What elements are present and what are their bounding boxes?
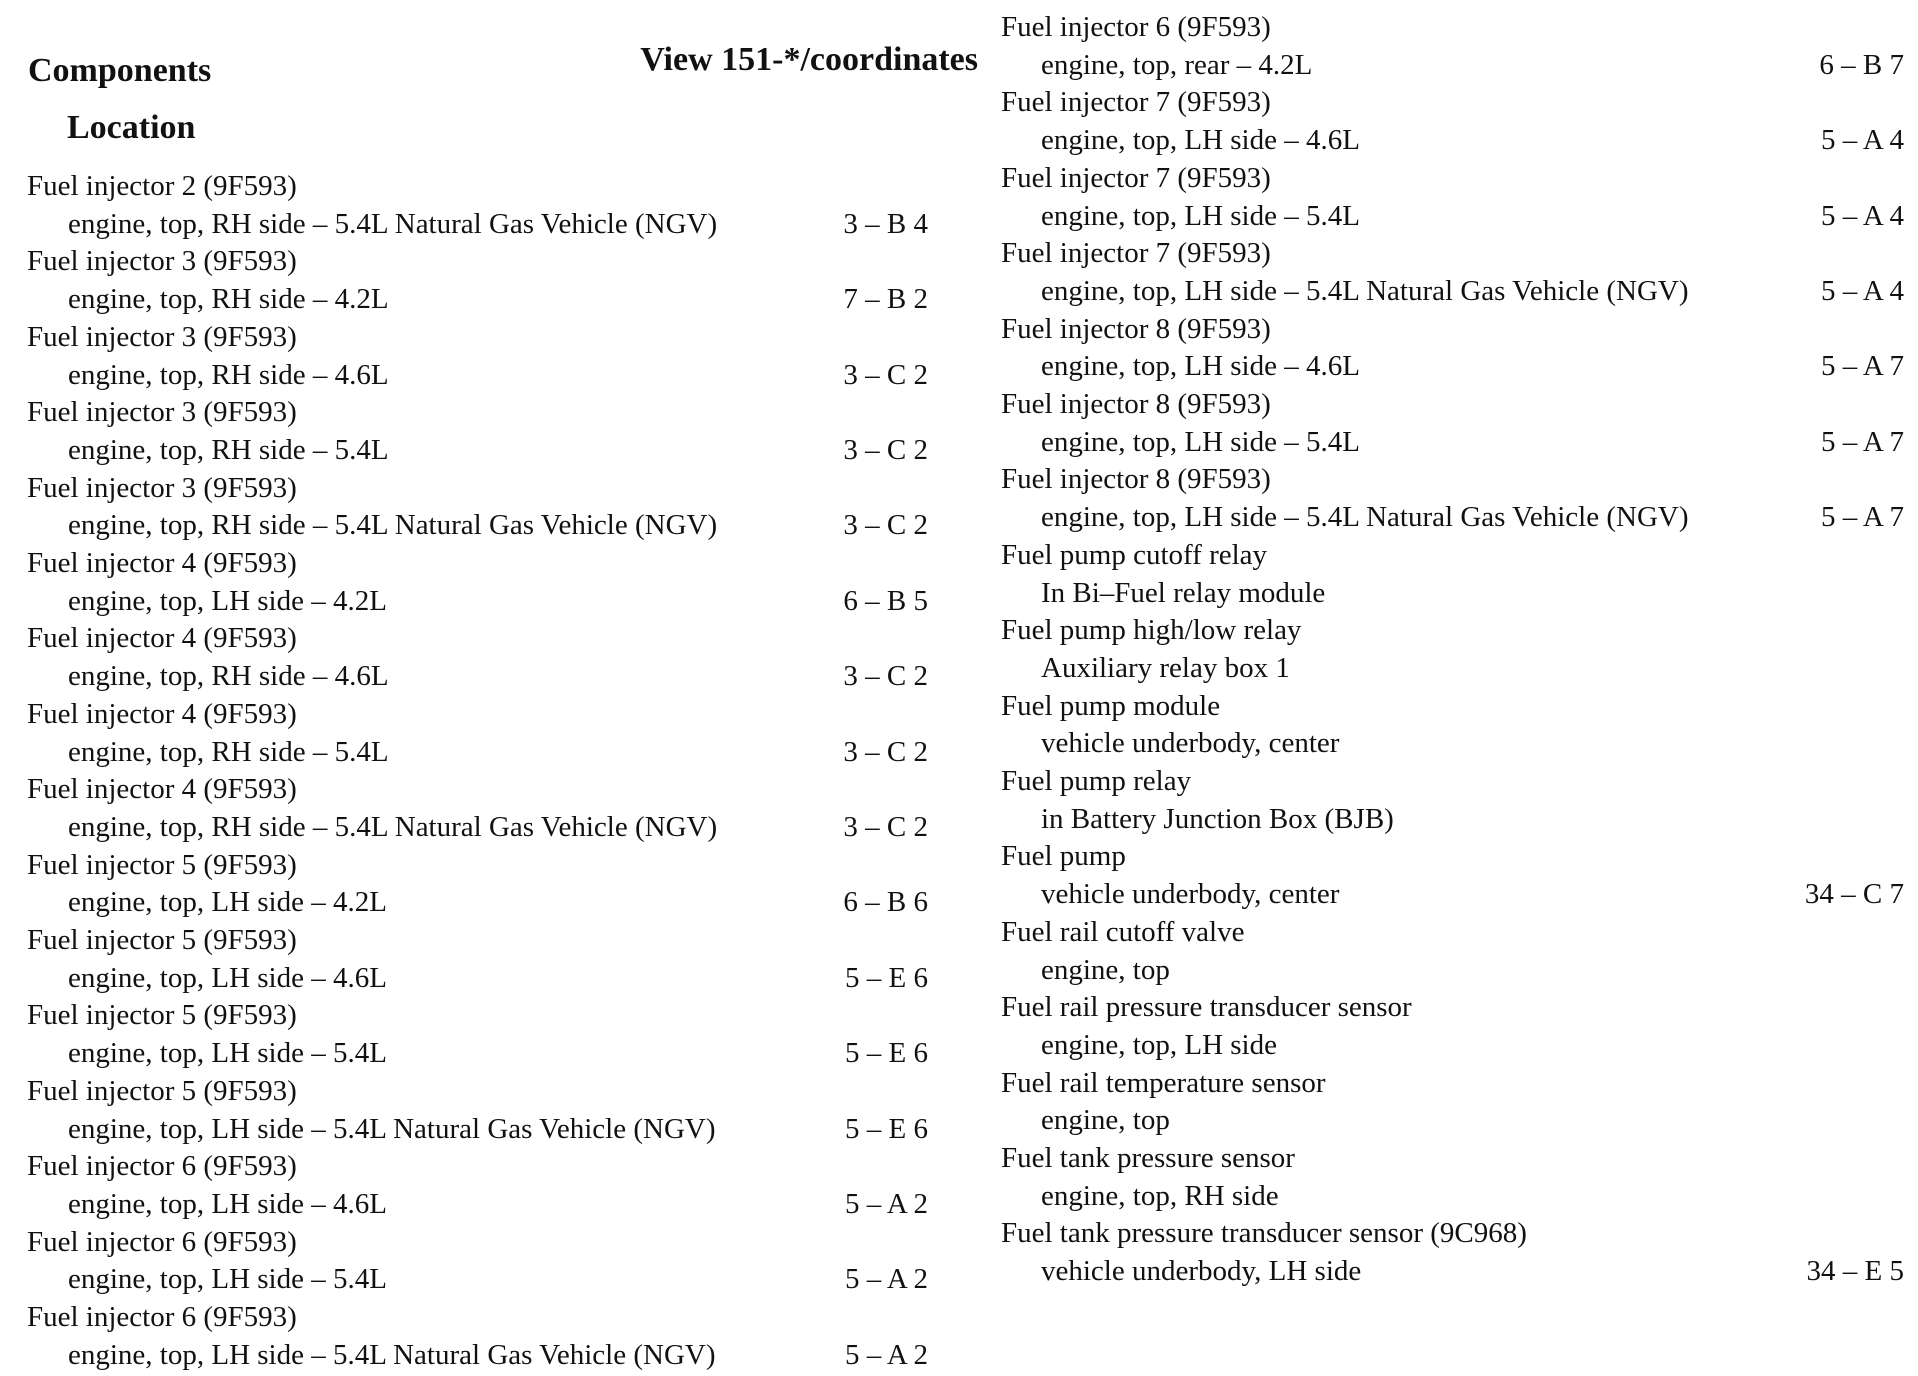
component-location-row (68, 1185, 928, 1223)
component-location-row (68, 733, 928, 771)
dot-leader (397, 959, 799, 997)
component-location: engine, top, LH side – 5.4L (68, 1037, 387, 1070)
component-name: Fuel injector 6 (9F593) (27, 1225, 297, 1258)
component-location-row (68, 205, 928, 243)
component-name: Fuel injector 3 (9F593) (27, 396, 297, 429)
grid-coordinate: 6 – B 7 (1819, 48, 1904, 81)
component-location: engine, top, RH side – 5.4L Natural Gas Vehicle (NGV) (68, 509, 718, 542)
component-location-row (1041, 951, 1170, 989)
component-location-row (68, 431, 928, 469)
dot-leader (1370, 423, 1777, 461)
component-location: engine, top, rear – 4.2L (1041, 48, 1313, 81)
component-location: engine, top, LH side – 4.6L (1041, 124, 1360, 157)
component-location: engine, top, RH side (1041, 1179, 1279, 1212)
component-name: Fuel rail pressure transducer sensor (1001, 991, 1412, 1024)
dot-leader (1699, 272, 1777, 310)
component-name: Fuel injector 6 (9F593) (1001, 11, 1271, 43)
grid-coordinate: 5 – A 4 (1821, 124, 1904, 157)
component-location: engine, top, LH side – 5.4L Natural Gas Vehicle (NGV) (1041, 501, 1689, 534)
component-name: Fuel injector 7 (9F593) (1001, 86, 1271, 119)
grid-coordinate: 5 – A 7 (1821, 501, 1904, 534)
grid-coordinate: 5 – E 6 (845, 961, 928, 994)
component-location-row (68, 883, 928, 921)
component-name: Fuel injector 2 (9F593) (27, 170, 297, 202)
dot-leader (397, 1034, 799, 1072)
dot-leader (399, 280, 798, 318)
component-location-row (1041, 197, 1904, 235)
component-location-row (68, 1336, 928, 1374)
component-name: Fuel injector 5 (9F593) (27, 999, 297, 1032)
grid-coordinate: 3 – C 2 (843, 509, 928, 542)
component-name: Fuel injector 6 (9F593) (27, 1301, 297, 1333)
component-location: engine, top, LH side – 4.2L (68, 584, 387, 617)
component-location: engine, top, RH side – 5.4L (68, 433, 389, 466)
component-name: Fuel injector 6 (9F593) (27, 1150, 297, 1183)
grid-coordinate: 3 – C 2 (843, 358, 928, 391)
dot-leader (1322, 46, 1775, 84)
component-name: Fuel injector 3 (9F593) (27, 245, 297, 278)
component-location: engine, top, LH side – 5.4L (1041, 425, 1360, 458)
component-location-row (1041, 724, 1339, 762)
component-location-row (1041, 649, 1290, 687)
grid-coordinate: 5 – A 7 (1821, 350, 1904, 383)
component-location-row (68, 582, 928, 620)
component-name: Fuel pump high/low relay (1001, 614, 1302, 647)
grid-coordinate: 34 – C 7 (1804, 878, 1904, 911)
component-name: Fuel pump (1001, 840, 1126, 873)
component-location-row (1041, 272, 1904, 310)
dot-leader (397, 883, 797, 921)
component-name: Fuel injector 8 (9F593) (1001, 463, 1271, 496)
component-location-row (68, 808, 928, 846)
component-location: vehicle underbody, center (1041, 727, 1340, 760)
component-location-row (1041, 46, 1904, 84)
dot-leader (727, 205, 797, 243)
component-location: engine, top, LH side – 4.6L (1041, 350, 1360, 383)
view-coordinates-heading: View 151-*/coordinates (640, 41, 978, 78)
component-name: Fuel injector 3 (9F593) (27, 471, 297, 504)
grid-coordinate: 7 – B 2 (843, 283, 928, 316)
grid-coordinate: 3 – C 2 (843, 433, 928, 466)
component-location: engine, top, RH side – 4.2L (68, 283, 389, 316)
component-name: Fuel tank pressure transducer sensor (9C968) (1001, 1217, 1527, 1250)
component-name: Fuel injector 4 (9F593) (27, 773, 297, 806)
component-location: in Battery Junction Box (BJB) (1041, 802, 1394, 835)
grid-coordinate: 6 – B 5 (843, 584, 928, 617)
grid-coordinate: 5 – A 2 (845, 1187, 928, 1220)
grid-coordinate: 3 – C 2 (843, 660, 928, 693)
dot-leader (1699, 498, 1777, 536)
component-location: engine, top, RH side – 4.6L (68, 660, 389, 693)
component-location-row (68, 657, 928, 695)
component-location-row (1041, 423, 1904, 461)
dot-leader (399, 657, 798, 695)
component-name: Fuel injector 5 (9F593) (27, 848, 297, 881)
component-name: Fuel injector 3 (9F593) (27, 320, 297, 353)
component-location: engine, top, LH side – 5.4L Natural Gas Vehicle (NGV) (68, 1112, 716, 1145)
component-location: engine, top, LH side – 5.4L Natural Gas Vehicle (NGV) (68, 1338, 716, 1371)
component-location: engine, top (1041, 953, 1170, 986)
dot-leader (399, 431, 798, 469)
dot-leader (726, 1110, 800, 1148)
component-location-row (1041, 1026, 1277, 1064)
dot-leader (397, 582, 797, 620)
component-name: Fuel injector 8 (9F593) (1001, 388, 1271, 420)
component-name: Fuel injector 7 (9F593) (1001, 237, 1271, 270)
component-location-row (1041, 800, 1394, 838)
component-name: Fuel injector 5 (9F593) (27, 1074, 297, 1107)
component-location: In Bi–Fuel relay module (1041, 576, 1326, 609)
component-name: Fuel pump cutoff relay (1001, 538, 1268, 571)
component-location-row (1041, 121, 1904, 159)
component-name: Fuel pump module (1001, 689, 1221, 722)
component-location: engine, top, LH side – 5.4L (1041, 199, 1360, 232)
grid-coordinate: 5 – E 6 (845, 1112, 928, 1145)
grid-coordinate: 5 – E 6 (845, 1037, 928, 1070)
grid-coordinate: 5 – A 2 (845, 1263, 928, 1296)
component-location-row (1041, 574, 1325, 612)
component-name: Fuel injector 4 (9F593) (27, 697, 297, 730)
grid-coordinate: 6 – B 6 (843, 886, 928, 919)
grid-coordinate: 34 – E 5 (1806, 1255, 1904, 1288)
grid-coordinate: 3 – B 4 (843, 207, 928, 240)
component-location: engine, top, LH side – 4.6L (68, 961, 387, 994)
dot-leader (727, 506, 797, 544)
grid-coordinate: 5 – A 2 (845, 1338, 928, 1371)
grid-coordinate: 5 – A 4 (1821, 274, 1904, 307)
grid-coordinate: 5 – A 4 (1821, 199, 1904, 232)
component-location-row (1041, 1252, 1904, 1290)
dot-leader (1349, 875, 1760, 913)
component-location-row (68, 959, 928, 997)
location-heading: Location (67, 109, 196, 146)
component-name: Fuel injector 4 (9F593) (27, 547, 297, 579)
component-location: Auxiliary relay box 1 (1041, 651, 1290, 684)
component-name: Fuel rail temperature sensor (1001, 1066, 1326, 1099)
component-name: Fuel injector 8 (9F593) (1001, 312, 1271, 345)
component-location-row (68, 1260, 928, 1298)
component-name: Fuel injector 5 (9F593) (27, 924, 297, 956)
component-location: engine, top, LH side – 4.6L (68, 1187, 387, 1220)
component-location-row (68, 356, 928, 394)
component-location: engine, top (1041, 1104, 1170, 1137)
component-location-row (1041, 1101, 1170, 1139)
component-location-row (68, 1110, 928, 1148)
dot-leader (1371, 1252, 1762, 1290)
dot-leader (397, 1185, 799, 1223)
dot-leader (399, 356, 798, 394)
component-name: Fuel rail cutoff valve (1001, 915, 1245, 948)
component-location: engine, top, LH side – 4.2L (68, 886, 387, 919)
component-location: engine, top, LH side (1041, 1028, 1277, 1061)
component-location-row (1041, 498, 1904, 536)
dot-leader (1370, 197, 1777, 235)
component-location: engine, top, RH side – 5.4L Natural Gas Vehicle (NGV) (68, 810, 718, 843)
grid-coordinate: 3 – C 2 (843, 810, 928, 843)
page-title: Components (28, 52, 212, 89)
component-location: engine, top, RH side – 4.6L (68, 358, 389, 391)
component-location-row (68, 506, 928, 544)
component-location: engine, top, LH side – 5.4L Natural Gas Vehicle (NGV) (1041, 274, 1689, 307)
grid-coordinate: 3 – C 2 (843, 735, 928, 768)
component-location-row (68, 1034, 928, 1072)
dot-leader (726, 1336, 799, 1374)
component-name: Fuel pump relay (1001, 765, 1192, 797)
component-location-row (1041, 1177, 1279, 1215)
component-name: Fuel tank pressure sensor (1001, 1142, 1295, 1174)
component-location: engine, top, RH side – 5.4L (68, 735, 389, 768)
dot-leader (1370, 347, 1777, 385)
component-name: Fuel injector 4 (9F593) (27, 622, 297, 655)
component-location: engine, top, RH side – 5.4L Natural Gas Vehicle (NGV) (68, 207, 718, 240)
component-name: Fuel injector 7 (9F593) (1001, 161, 1271, 194)
dot-leader (399, 733, 798, 771)
component-location: engine, top, LH side – 5.4L (68, 1263, 387, 1296)
component-location-row (68, 280, 928, 318)
component-location: vehicle underbody, LH side (1041, 1255, 1362, 1288)
dot-leader (1370, 121, 1777, 159)
component-location: vehicle underbody, center (1041, 878, 1340, 911)
dot-leader (397, 1260, 799, 1298)
component-location-row (1041, 875, 1904, 913)
component-location-row (1041, 347, 1904, 385)
dot-leader (727, 808, 797, 846)
grid-coordinate: 5 – A 7 (1821, 425, 1904, 458)
